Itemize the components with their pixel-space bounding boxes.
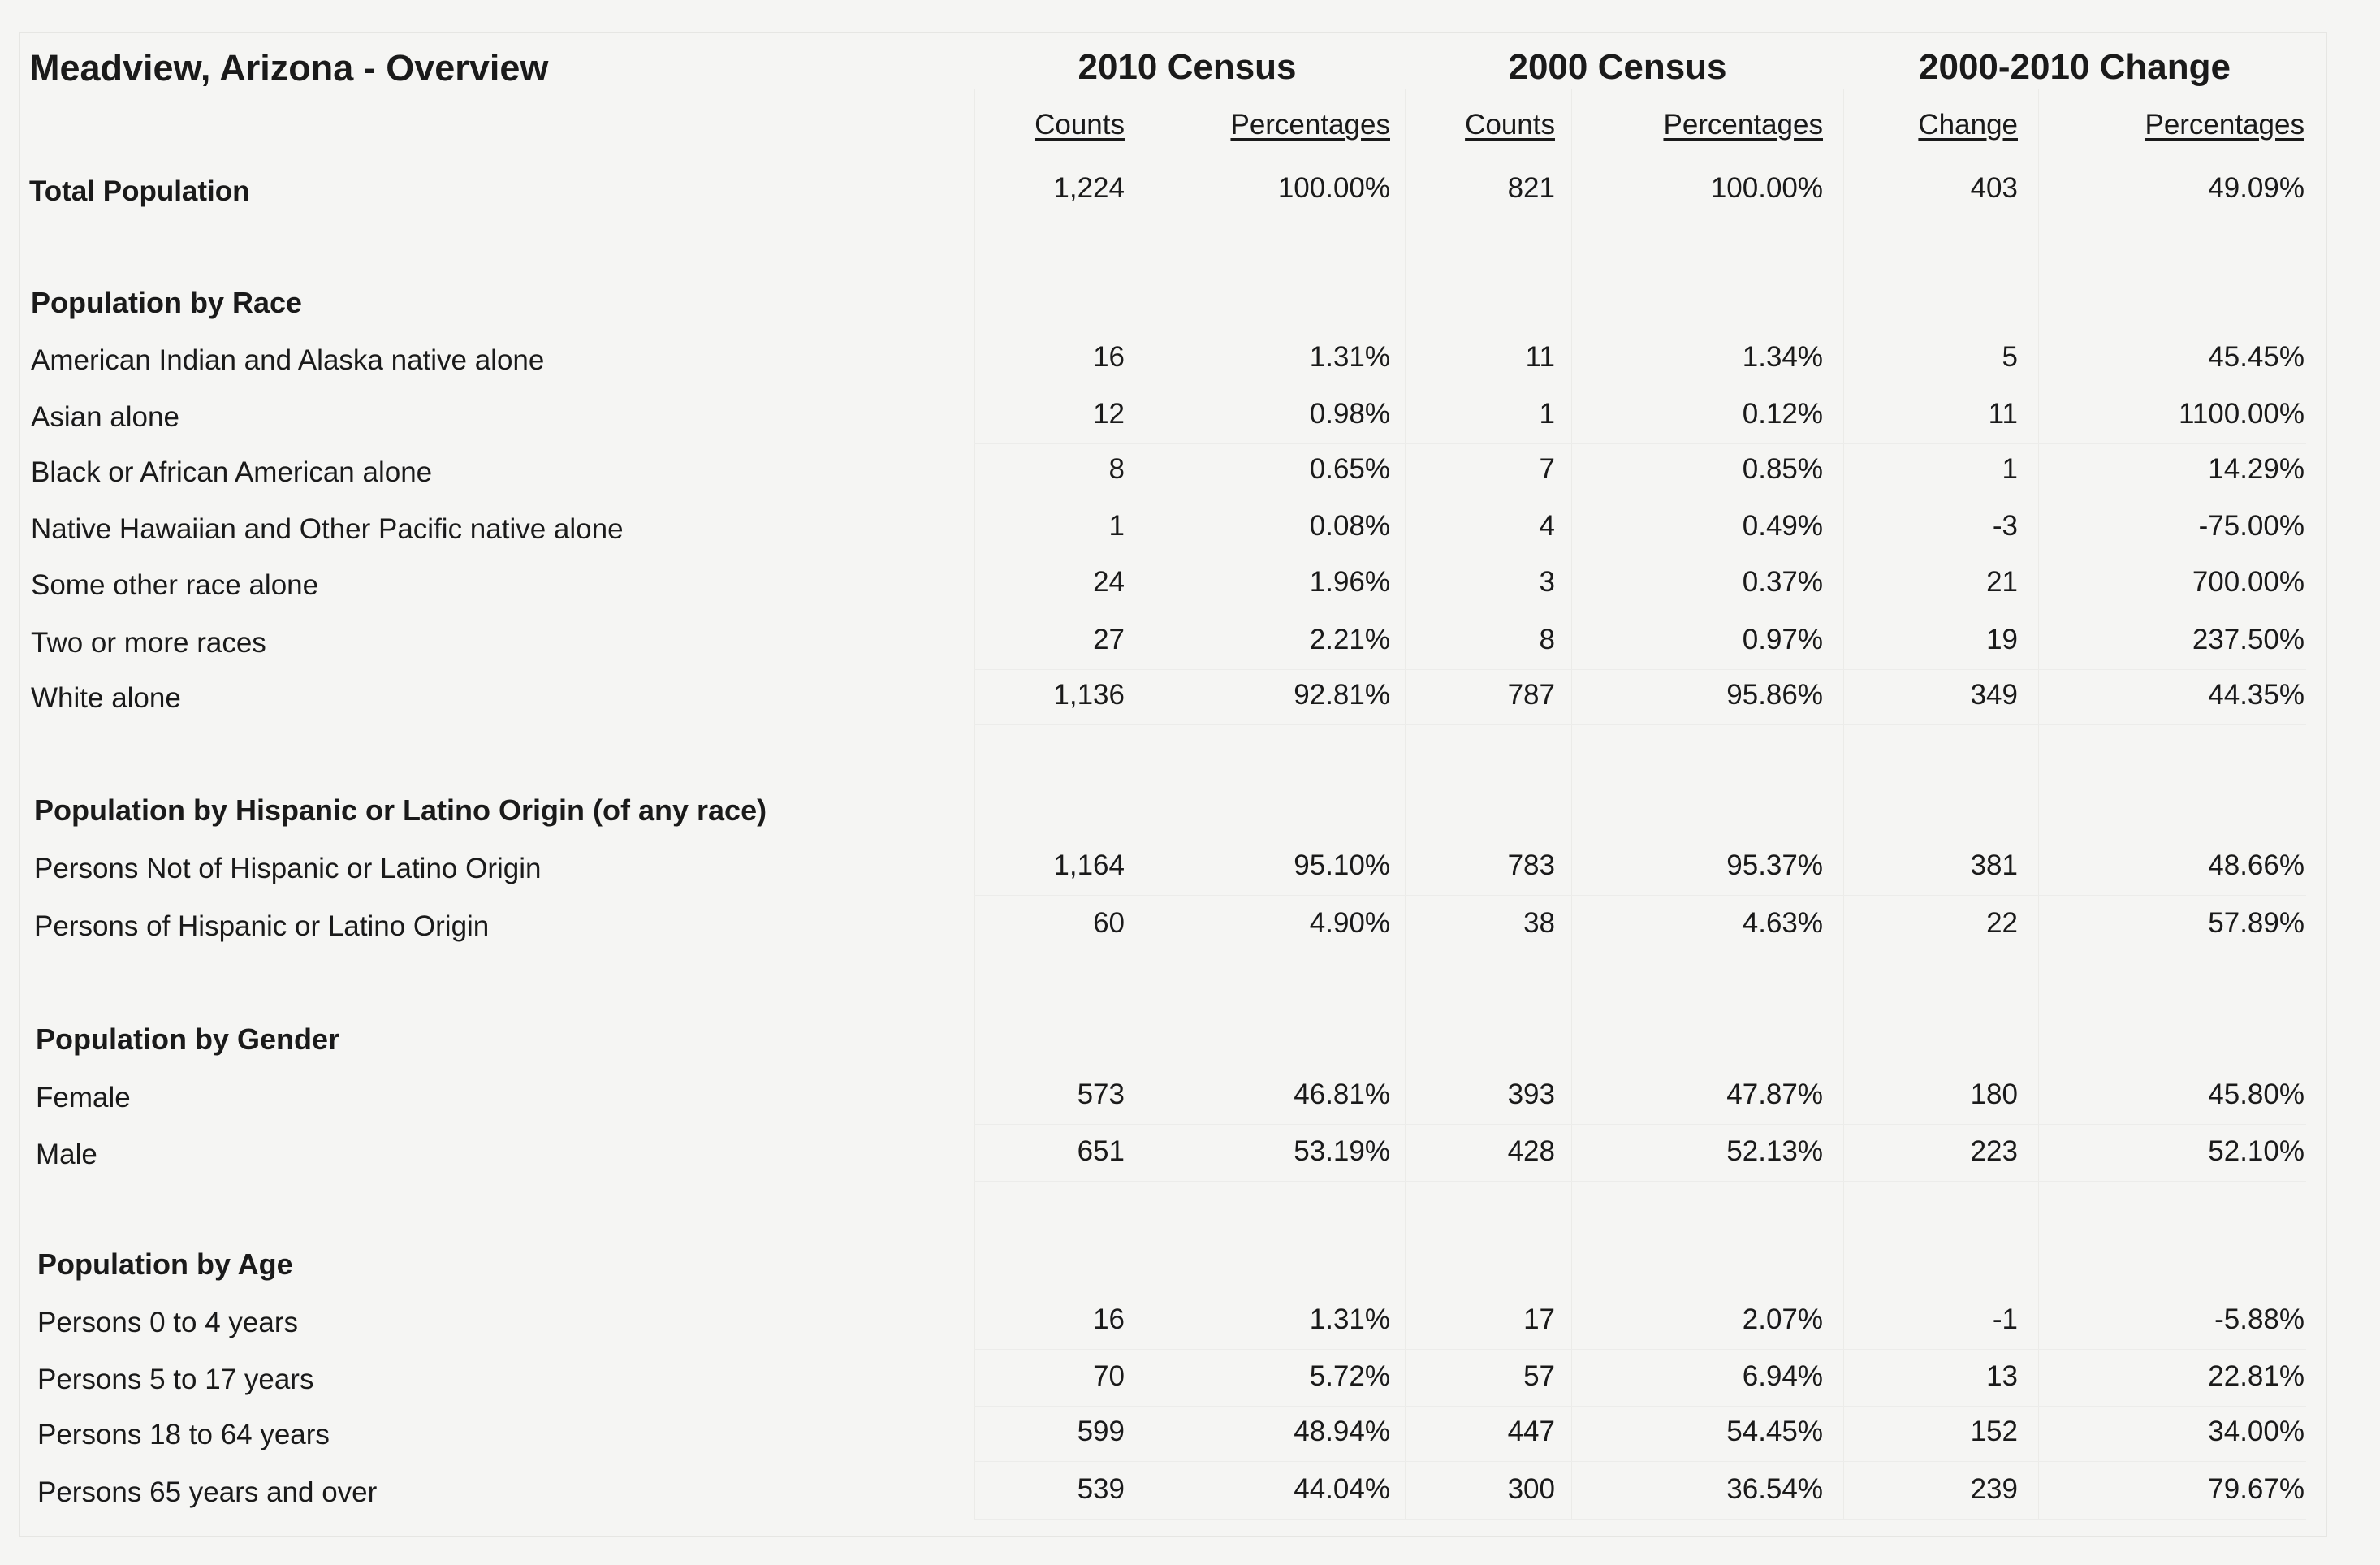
table-cell: 599 — [1077, 1416, 1125, 1447]
row-label: White alone — [31, 682, 181, 714]
table-cell: 0.85% — [1742, 453, 1823, 485]
table-cell: 52.10% — [2208, 1135, 2304, 1167]
row-label: Male — [36, 1139, 97, 1170]
table-cell: 46.81% — [1294, 1079, 1390, 1110]
table-cell: 45.45% — [2208, 341, 2304, 373]
row-divider — [974, 1124, 2306, 1125]
table-cell: -1 — [1992, 1303, 2018, 1335]
table-cell: 6.94% — [1742, 1360, 1823, 1392]
table-cell: 57.89% — [2208, 907, 2304, 939]
table-cell: 21 — [1986, 566, 2018, 598]
column-header: Percentages — [1663, 109, 1823, 141]
table-cell: 24 — [1093, 566, 1125, 598]
table-cell: 38 — [1523, 907, 1555, 939]
table-cell: 239 — [1970, 1473, 2018, 1505]
table-cell: 7 — [1539, 453, 1555, 485]
table-cell: 70 — [1093, 1360, 1125, 1392]
row-label: American Indian and Alaska native alone — [31, 344, 545, 376]
table-cell: 1.34% — [1742, 341, 1823, 373]
table-cell: 152 — [1970, 1416, 2018, 1447]
table-cell: 14.29% — [2208, 453, 2304, 485]
table-cell: 16 — [1093, 341, 1125, 373]
table-cell: 48.66% — [2208, 850, 2304, 881]
table-cell: 700.00% — [2192, 566, 2304, 598]
row-label: Persons Not of Hispanic or Latino Origin — [34, 853, 542, 884]
table-cell: 0.98% — [1309, 398, 1390, 430]
row-divider — [974, 1349, 2306, 1350]
table-cell: 27 — [1093, 624, 1125, 655]
table-cell: 0.12% — [1742, 398, 1823, 430]
table-cell: 1 — [1539, 398, 1555, 430]
row-label: Native Hawaiian and Other Pacific native alone — [31, 513, 624, 545]
table-cell: 1.31% — [1309, 1303, 1390, 1335]
table-cell: 1100.00% — [2178, 398, 2304, 430]
table-cell: 4 — [1539, 510, 1555, 542]
column-divider — [1571, 89, 1572, 1519]
column-divider — [2038, 89, 2039, 1519]
table-cell: 783 — [1507, 850, 1555, 881]
row-label: Persons 65 years and over — [37, 1476, 378, 1508]
row-divider — [974, 443, 2306, 444]
table-cell: 22 — [1986, 907, 2018, 939]
table-cell: 17 — [1523, 1303, 1555, 1335]
table-cell: 53.19% — [1294, 1135, 1390, 1167]
table-cell: 4.63% — [1742, 907, 1823, 939]
table-cell: 237.50% — [2192, 624, 2304, 655]
table-cell: 1.96% — [1309, 566, 1390, 598]
table-cell: 393 — [1507, 1079, 1555, 1110]
table-cell: 223 — [1970, 1135, 2018, 1167]
table-cell: 381 — [1970, 850, 2018, 881]
table-cell: 2.07% — [1742, 1303, 1823, 1335]
table-cell: 1,224 — [1053, 172, 1125, 204]
column-divider — [974, 89, 975, 1519]
table-cell: 651 — [1077, 1135, 1125, 1167]
table-cell: 8 — [1539, 624, 1555, 655]
table-cell: 12 — [1093, 398, 1125, 430]
table-cell: 54.45% — [1726, 1416, 1823, 1447]
table-cell: 49.09% — [2208, 172, 2304, 204]
table-cell: 100.00% — [1277, 172, 1390, 204]
table-cell: 92.81% — [1294, 679, 1390, 711]
table-cell: 1,136 — [1053, 679, 1125, 711]
row-label: Persons 18 to 64 years — [37, 1419, 330, 1450]
row-label: Two or more races — [31, 627, 266, 659]
table-frame — [19, 32, 2327, 1537]
table-cell: -3 — [1992, 510, 2018, 542]
table-cell: 45.80% — [2208, 1079, 2304, 1110]
table-cell: 5.72% — [1309, 1360, 1390, 1392]
table-cell: 16 — [1093, 1303, 1125, 1335]
table-cell: 787 — [1507, 679, 1555, 711]
row-divider — [974, 895, 2306, 896]
column-header: Counts — [1465, 109, 1555, 141]
table-cell: 0.37% — [1742, 566, 1823, 598]
column-header: Counts — [1035, 109, 1125, 141]
table-cell: 11 — [1988, 398, 2018, 430]
row-divider — [974, 669, 2306, 670]
table-cell: 0.49% — [1742, 510, 1823, 542]
section-heading: Population by Hispanic or Latino Origin (of any race) — [34, 793, 767, 827]
row-divider — [974, 1181, 2306, 1182]
table-cell: 95.37% — [1726, 850, 1823, 881]
page-title: Meadview, Arizona - Overview — [29, 47, 549, 89]
table-cell: 821 — [1507, 172, 1555, 204]
row-label: Asian alone — [31, 401, 179, 433]
column-header: Percentages — [2145, 109, 2304, 141]
table-cell: 44.04% — [1294, 1473, 1390, 1505]
table-cell: 447 — [1507, 1416, 1555, 1447]
table-cell: -5.88% — [2214, 1303, 2304, 1335]
table-cell: 79.67% — [2208, 1473, 2304, 1505]
table-cell: 428 — [1507, 1135, 1555, 1167]
column-header: Percentages — [1230, 109, 1390, 141]
table-cell: 180 — [1970, 1079, 2018, 1110]
table-cell: 1,164 — [1053, 850, 1125, 881]
table-cell: 52.13% — [1726, 1135, 1823, 1167]
section-heading: Population by Gender — [36, 1022, 340, 1056]
row-divider — [974, 724, 2306, 725]
table-cell: -75.00% — [2198, 510, 2304, 542]
table-cell: 300 — [1507, 1473, 1555, 1505]
table-cell: 1.31% — [1309, 341, 1390, 373]
table-cell: 60 — [1093, 907, 1125, 939]
table-cell: 0.08% — [1309, 510, 1390, 542]
table-cell: 8 — [1108, 453, 1125, 485]
row-label: Total Population — [29, 175, 250, 207]
column-group-header: 2000-2010 Change — [1919, 47, 2231, 87]
table-cell: 57 — [1523, 1360, 1555, 1392]
row-divider — [974, 1406, 2306, 1407]
table-cell: 44.35% — [2208, 679, 2304, 711]
table-cell: 1 — [1108, 510, 1125, 542]
table-cell: 4.90% — [1309, 907, 1390, 939]
table-cell: 19 — [1986, 624, 2018, 655]
table-cell: 539 — [1077, 1473, 1125, 1505]
table-cell: 47.87% — [1726, 1079, 1823, 1110]
table-cell: 34.00% — [2208, 1416, 2304, 1447]
table-cell: 95.86% — [1726, 679, 1823, 711]
column-group-header: 2000 Census — [1508, 47, 1727, 87]
table-cell: 36.54% — [1726, 1473, 1823, 1505]
row-label: Black or African American alone — [31, 456, 433, 488]
table-cell: 573 — [1077, 1079, 1125, 1110]
table-cell: 1 — [2002, 453, 2018, 485]
table-cell: 3 — [1539, 566, 1555, 598]
row-divider — [974, 1461, 2306, 1462]
row-label: Some other race alone — [31, 569, 319, 601]
table-cell: 5 — [2002, 341, 2018, 373]
row-label: Female — [36, 1082, 131, 1113]
table-cell: 11 — [1525, 341, 1555, 373]
table-cell: 2.21% — [1309, 624, 1390, 655]
column-group-header: 2010 Census — [1078, 47, 1297, 87]
table-cell: 349 — [1970, 679, 2018, 711]
row-divider — [974, 1519, 2306, 1520]
table-cell: 0.97% — [1742, 624, 1823, 655]
table-cell: 13 — [1986, 1360, 2018, 1392]
row-label: Persons 0 to 4 years — [37, 1307, 298, 1338]
column-header: Change — [1918, 109, 2018, 141]
table-cell: 403 — [1970, 172, 2018, 204]
table-cell: 22.81% — [2208, 1360, 2304, 1392]
section-heading: Population by Race — [31, 286, 303, 319]
column-divider — [1405, 89, 1406, 1519]
section-heading: Population by Age — [37, 1247, 293, 1281]
row-label: Persons 5 to 17 years — [37, 1364, 314, 1395]
table-cell: 0.65% — [1309, 453, 1390, 485]
table-cell: 48.94% — [1294, 1416, 1390, 1447]
row-label: Persons of Hispanic or Latino Origin — [34, 910, 490, 942]
table-cell: 100.00% — [1710, 172, 1823, 204]
column-divider — [1843, 89, 1844, 1519]
table-cell: 95.10% — [1294, 850, 1390, 881]
